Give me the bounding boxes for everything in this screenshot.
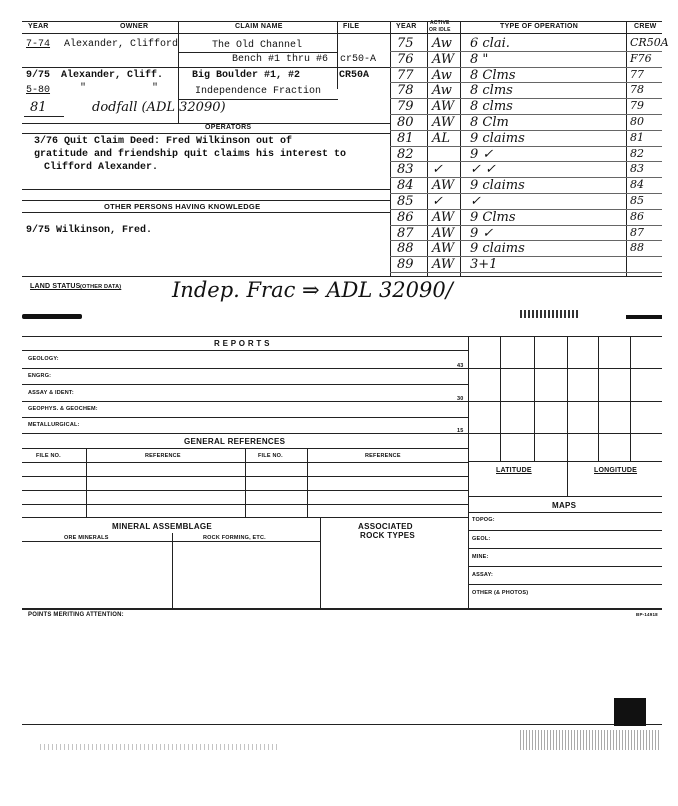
operation-type: 8 Clm xyxy=(470,115,509,130)
operation-crew: 85 xyxy=(630,194,644,207)
reports-row-label: METALLURGICAL: xyxy=(28,422,80,428)
operation-type: 3+1 xyxy=(470,257,498,273)
operation-year: 81 xyxy=(397,130,414,146)
claim-name: Big Boulder #1, #2 xyxy=(192,70,301,81)
operation-year: 77 xyxy=(397,67,414,83)
operation-year: 82 xyxy=(397,146,414,162)
claim-file: cr50-A xyxy=(340,54,377,65)
form-number: BP-14918 xyxy=(636,612,658,617)
claim-ditto: " xyxy=(80,83,87,94)
operation-type: 8 " xyxy=(470,51,489,67)
claim-file: CR50A xyxy=(339,70,370,81)
operation-type: 8 Clms xyxy=(470,67,516,83)
operation-crew: 80 xyxy=(630,115,644,128)
col-active-header: ACTIVE xyxy=(430,20,450,26)
operation-crew: 84 xyxy=(630,178,644,192)
claim-name: Bench #1 thru #6 xyxy=(232,54,329,65)
col-idle-header: OR IDLE xyxy=(429,27,451,33)
operation-status: AW xyxy=(432,241,455,257)
operation-type: 6 clai. xyxy=(470,36,510,51)
reports-row-label: ASSAY & IDENT: xyxy=(28,390,74,396)
operation-type: 9 claims xyxy=(470,130,525,146)
operation-year: 83 xyxy=(397,162,414,178)
operation-type: 9 claims xyxy=(470,241,525,257)
general-references-title: GENERAL REFERENCES xyxy=(184,437,286,446)
operation-year: 75 xyxy=(397,36,414,51)
operation-year: 76 xyxy=(397,51,414,67)
operation-year: 87 xyxy=(397,225,414,241)
maps-title: MAPS xyxy=(552,501,577,510)
claim-owner: Alexander, Cliff. xyxy=(61,70,164,81)
operation-crew: 83 xyxy=(630,162,644,176)
operation-status: AW xyxy=(432,51,455,67)
reports-title: R E P O R T S xyxy=(214,339,270,348)
land-status-label: LAND STATUS xyxy=(30,283,81,290)
claim-date: 7-74 xyxy=(26,39,51,50)
operation-status: Aw xyxy=(432,67,452,83)
operation-crew: 86 xyxy=(630,209,644,223)
scan-noise xyxy=(40,744,280,750)
operation-status: ✓ xyxy=(432,162,443,178)
operation-year: 85 xyxy=(397,194,414,209)
operation-status: AW xyxy=(432,257,455,273)
longitude-label: LONGITUDE xyxy=(594,467,638,474)
scan-artifact-block xyxy=(614,698,646,726)
operation-crew: 82 xyxy=(630,146,644,160)
scan-smudge xyxy=(22,314,82,319)
operation-year: 84 xyxy=(397,178,414,194)
rock-types-header: ROCK TYPES xyxy=(360,531,416,540)
mineral-assemblage-title: MINERAL ASSEMBLAGE xyxy=(112,522,213,531)
ref-reference-header: REFERENCE xyxy=(145,453,181,459)
claim-owner-handwritten: dodfall (ADL 32090) xyxy=(92,100,226,115)
operation-status: Aw xyxy=(432,36,452,51)
operation-type: 8 clms xyxy=(470,99,513,115)
operation-type: 9 ✓ xyxy=(470,225,494,241)
operation-status: AL xyxy=(432,130,451,146)
associated-header: ASSOCIATED xyxy=(358,522,413,531)
operation-status: AW xyxy=(432,115,455,130)
claim-date-handwritten: 81 xyxy=(30,100,47,115)
operation-status: AW xyxy=(432,178,455,194)
land-status-handwritten: Indep. Frac ⇒ ADL 32090/ xyxy=(172,278,453,302)
claim-date: 5-80 xyxy=(26,85,51,96)
operation-crew: 81 xyxy=(630,130,644,144)
operation-crew: 87 xyxy=(630,225,644,239)
reports-row-num: 30 xyxy=(457,396,464,402)
operation-year: 89 xyxy=(397,257,414,273)
operation-crew: CR50A xyxy=(630,36,669,49)
operation-status: ✓ xyxy=(432,194,443,209)
col-file-header: FILE xyxy=(343,23,360,30)
operators-line: 3/76 Quit Claim Deed: Fred Wilkinson out of xyxy=(34,136,293,147)
operation-type: ✓ ✓ xyxy=(470,162,496,178)
maps-mine-label: MINE: xyxy=(472,554,489,560)
ref-file-no-header: FILE NO. xyxy=(36,453,61,459)
operation-year: 88 xyxy=(397,241,414,257)
col-year-header: YEAR xyxy=(28,23,49,30)
knowledge-title: OTHER PERSONS HAVING KNOWLEDGE xyxy=(104,202,261,211)
operation-crew: 88 xyxy=(630,241,644,255)
claim-name: The Old Channel xyxy=(212,40,303,51)
maps-geol-label: GEOL: xyxy=(472,536,491,542)
operation-crew: F76 xyxy=(630,51,652,65)
operators-line: gratitude and friendship quit claims his interest to xyxy=(34,149,347,160)
scan-smudge xyxy=(626,315,662,319)
col-year2-header: YEAR xyxy=(396,23,417,30)
col-owner-header: OWNER xyxy=(120,23,149,30)
col-crew-header: CREW xyxy=(634,23,657,30)
operation-year: 80 xyxy=(397,115,414,130)
maps-assay-label: ASSAY: xyxy=(472,572,494,578)
reports-row-label: ENGRG: xyxy=(28,373,52,379)
reports-row-label: GEOLOGY: xyxy=(28,356,59,362)
knowledge-entry: 9/75 Wilkinson, Fred. xyxy=(26,225,153,236)
claim-owner: Alexander, Clifford xyxy=(64,39,179,50)
operators-line: Clifford Alexander. xyxy=(44,162,159,173)
operation-type: ✓ xyxy=(470,194,481,209)
operation-status: AW xyxy=(432,209,455,225)
operation-year: 79 xyxy=(397,99,414,115)
rock-forming-header: ROCK FORMING, ETC. xyxy=(203,535,266,541)
operators-title: OPERATORS xyxy=(205,124,252,131)
operation-status: AW xyxy=(432,225,455,241)
land-status-sublabel: (OTHER DATA) xyxy=(80,284,122,290)
operation-type: 9 ✓ xyxy=(470,146,494,162)
operation-year: 78 xyxy=(397,83,414,99)
operation-type: 9 claims xyxy=(470,178,525,194)
col-claim-name-header: CLAIM NAME xyxy=(235,23,283,30)
maps-other-label: OTHER (& PHOTOS) xyxy=(472,590,529,596)
reports-row-num: 43 xyxy=(457,363,464,369)
ref-reference-header: REFERENCE xyxy=(365,453,401,459)
operation-type: 8 clms xyxy=(470,83,513,99)
claim-date: 9/75 xyxy=(26,70,51,81)
operation-crew: 79 xyxy=(630,99,644,113)
scan-smudge xyxy=(520,310,580,318)
operation-year: 86 xyxy=(397,209,414,225)
operation-type: 9 Clms xyxy=(470,209,516,225)
operation-status: AW xyxy=(432,99,455,115)
reports-row-num: 15 xyxy=(457,428,464,434)
latitude-label: LATITUDE xyxy=(496,467,532,474)
scan-noise xyxy=(520,730,660,750)
ore-minerals-header: ORE MINERALS xyxy=(64,535,109,541)
points-meriting-attention-label: POINTS MERITING ATTENTION: xyxy=(28,612,124,618)
operation-status: Aw xyxy=(432,83,452,99)
col-operation-header: TYPE OF OPERATION xyxy=(500,23,579,30)
operation-crew: 78 xyxy=(630,83,644,97)
claim-name: Independence Fraction xyxy=(195,86,322,97)
claim-ditto: " xyxy=(152,83,159,94)
maps-topog-label: TOPOG: xyxy=(472,517,495,523)
ref-file-no-header: FILE NO. xyxy=(258,453,283,459)
operation-crew: 77 xyxy=(630,67,644,81)
reports-row-label: GEOPHYS. & GEOCHEM: xyxy=(28,406,98,412)
